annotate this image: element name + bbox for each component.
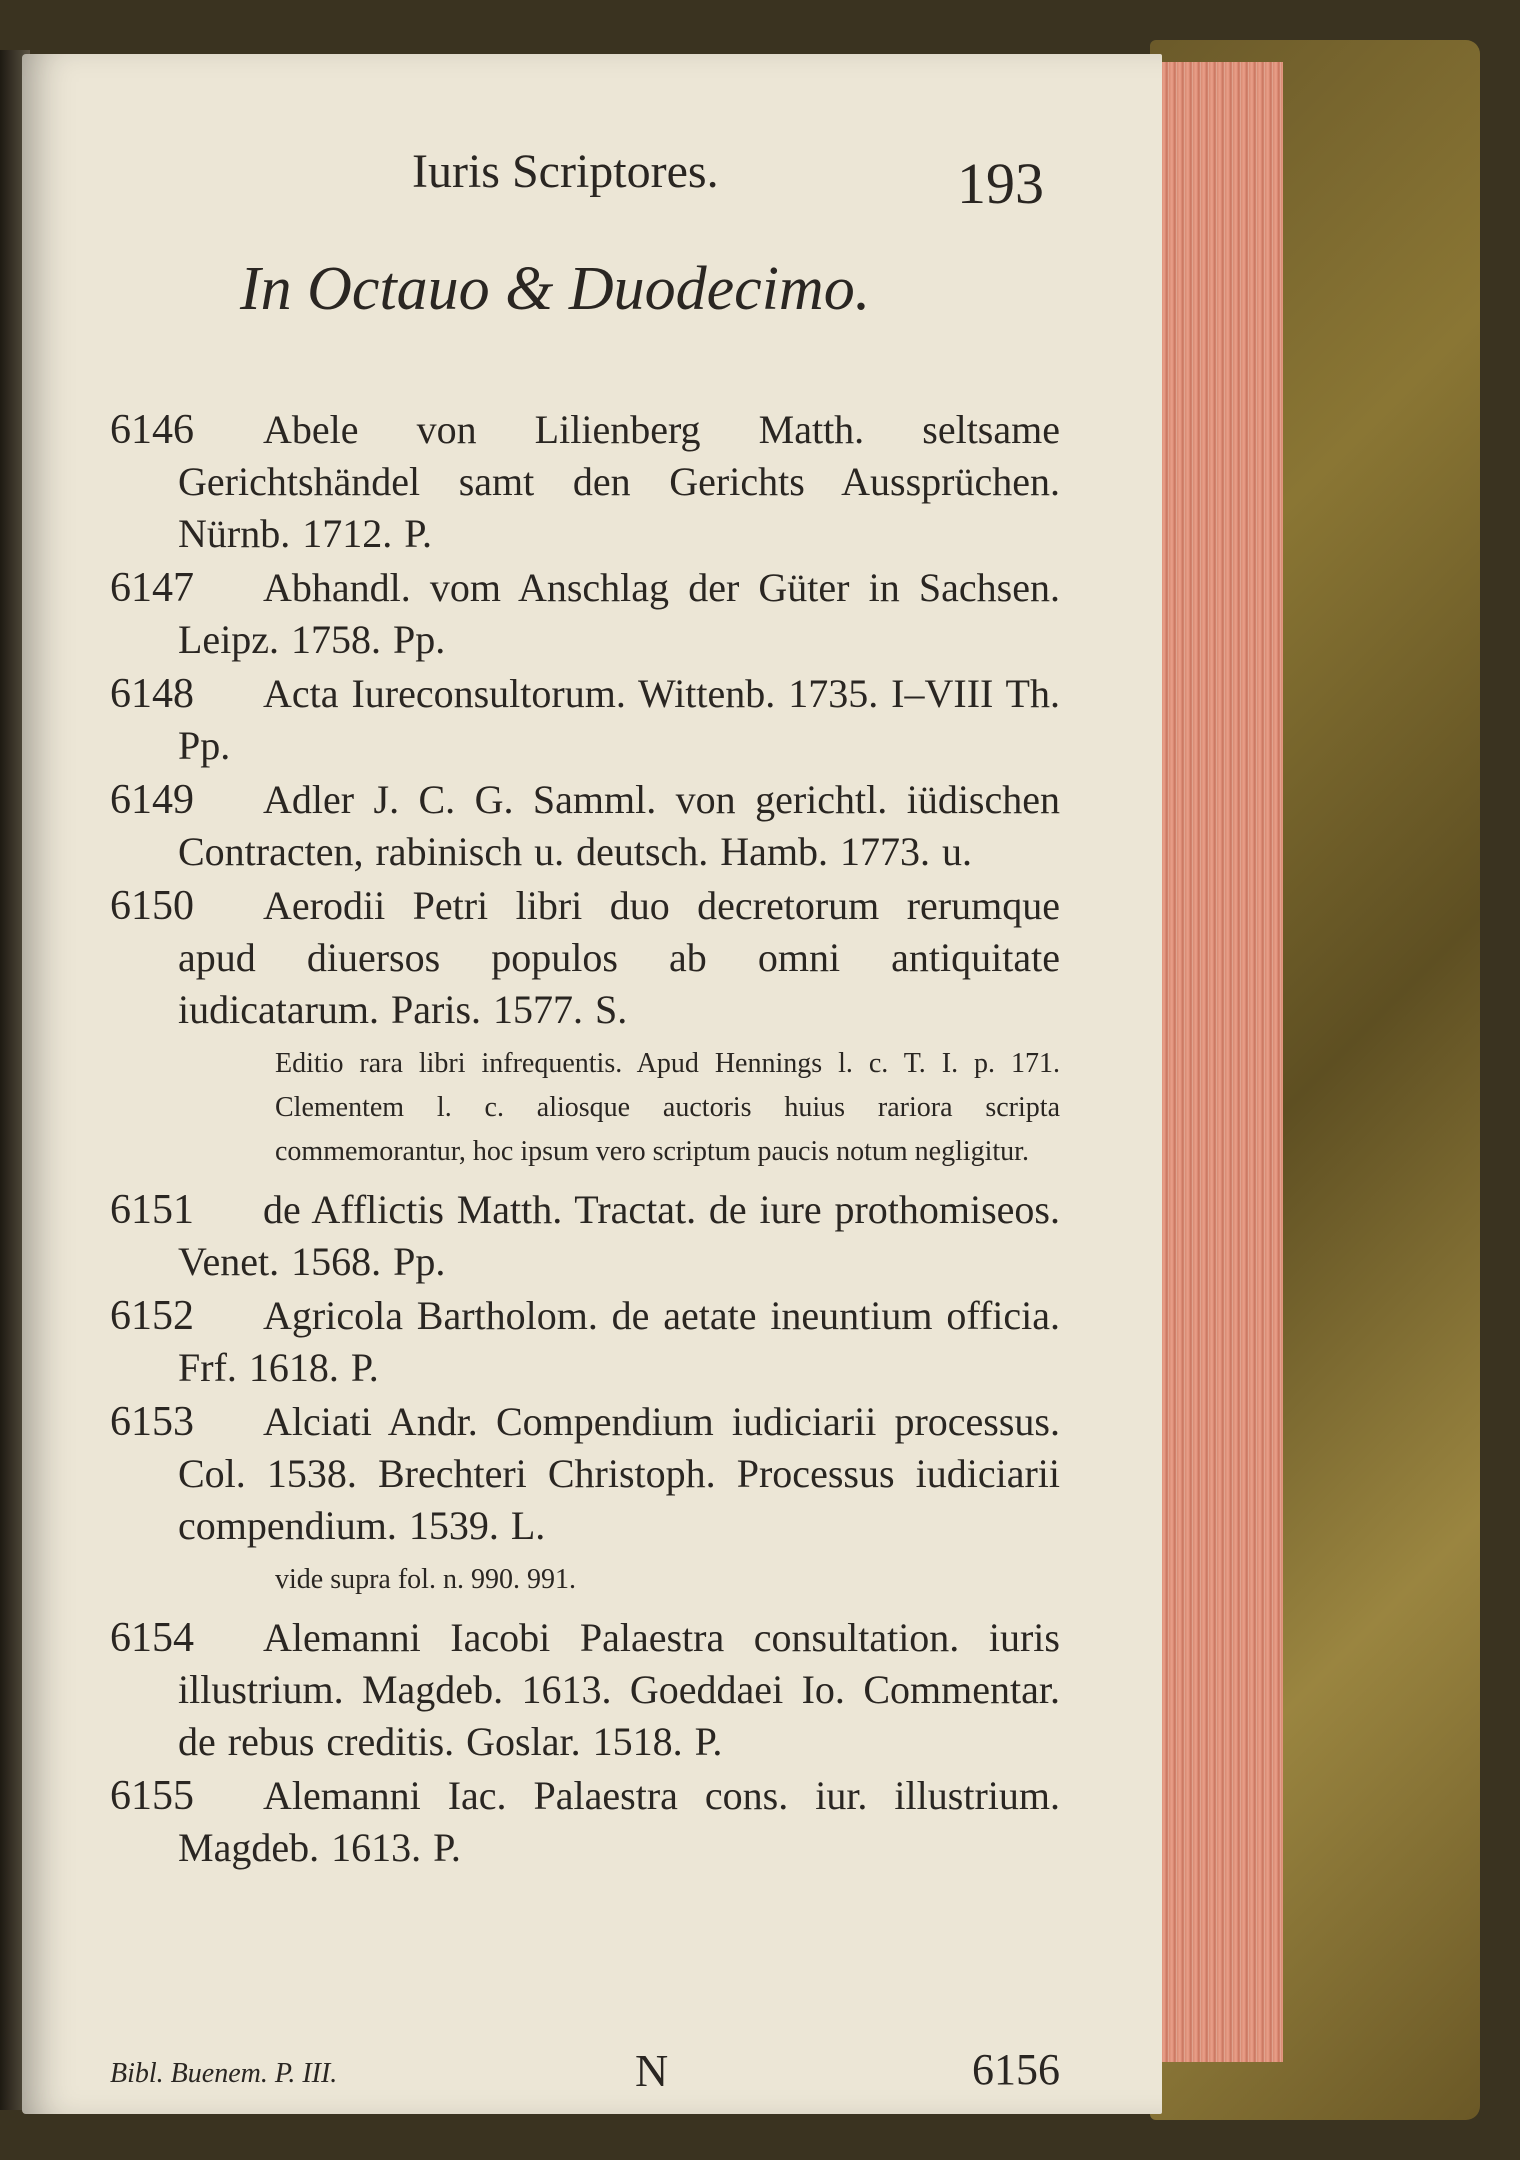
running-head: Iuris Scriptores. [412, 145, 719, 198]
entry-text: Aerodii Petri libri duo decretorum rerumque apud diuersos populos ab omni antiquitate iudicatarum. Paris. 1577. S. [178, 883, 1060, 1032]
entry-number: 6152 [110, 1293, 194, 1339]
catchword: 6156 [972, 2045, 1060, 2094]
page-footer [110, 2044, 1060, 2104]
entry-number: 6155 [110, 1773, 194, 1819]
entry-text: Agricola Bartholom. de aetate ineuntium officia. Frf. 1618. P. [178, 1293, 1060, 1390]
catalog-entry [110, 880, 1060, 1036]
entry-number: 6153 [110, 1399, 194, 1445]
entry-text: Alciati Andr. Compendium iudiciarii processus. Col. 1538. Brechteri Christoph. Processus iudiciarii compendium. 1539. L. [178, 1399, 1060, 1548]
entry-number: 6147 [110, 565, 194, 611]
entry-text: Adler J. C. G. Samml. von gerichtl. iüdischen Contracten, rabinisch u. deutsch. Hamb. 1773. u. [178, 777, 1060, 874]
entry-number: 6150 [110, 883, 194, 929]
catalog-entry [110, 774, 1060, 878]
catalog-entry [110, 1612, 1060, 1768]
entry-text: Abhandl. vom Anschlag der Güter in Sachsen. Leipz. 1758. Pp. [178, 565, 1060, 662]
signature-mark: N [635, 2045, 669, 2096]
entry-text: Alemanni Iac. Palaestra cons. iur. illustrium. Magdeb. 1613. P. [178, 1773, 1060, 1870]
entry-note: Editio rara libri infrequentis. Apud Hennings l. c. T. I. p. 171. Clementem l. c. aliosque auctoris huius rariora scripta commemorantur, hoc ipsum vero scriptum paucis notum negligitur. [275, 1048, 1060, 1167]
page-edges [1150, 62, 1283, 2062]
page-header [22, 144, 1162, 234]
entry-number: 6149 [110, 777, 194, 823]
catalog-entry [110, 1770, 1060, 1874]
entry-number: 6148 [110, 671, 194, 717]
footer-bibliographic-note: Bibl. Buenem. P. III. [110, 2058, 338, 2089]
entry-number: 6154 [110, 1615, 194, 1661]
entry-note: vide supra fol. n. 990. 991. [275, 1564, 576, 1595]
catalog-entries [110, 404, 1060, 1876]
catalog-entry [110, 404, 1060, 560]
entry-number: 6151 [110, 1187, 194, 1233]
entry-text: Alemanni Iacobi Palaestra consultation. iuris illustrium. Magdeb. 1613. Goeddaei Io. Commentar. de rebus creditis. Goslar. 1518. P. [178, 1615, 1060, 1764]
catalog-entry [110, 668, 1060, 772]
catalog-entry [110, 562, 1060, 666]
section-title: In Octauo & Duodecimo. [240, 255, 871, 323]
entry-text: de Afflictis Matth. Tractat. de iure prothomiseos. Venet. 1568. Pp. [178, 1187, 1060, 1284]
entry-text: Acta Iureconsultorum. Wittenb. 1735. I–VIII Th. Pp. [178, 671, 1060, 768]
catalog-entry [110, 1396, 1060, 1552]
book-page [22, 54, 1162, 2114]
entry-text: Abele von Lilienberg Matth. seltsame Gerichtshändel samt den Gerichts Aussprüchen. Nürnb. 1712. P. [178, 407, 1060, 556]
catalog-entry [110, 1290, 1060, 1394]
catalog-entry [110, 1184, 1060, 1288]
entry-number: 6146 [110, 407, 194, 453]
page-number: 193 [957, 151, 1044, 216]
